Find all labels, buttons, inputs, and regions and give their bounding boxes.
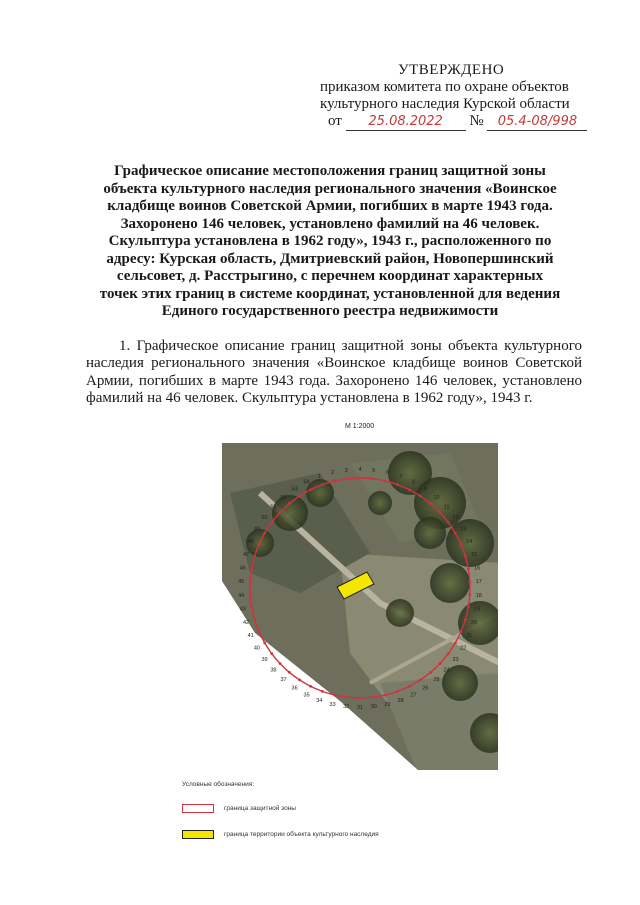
boundary-point [408, 685, 411, 688]
map-scale-label: М 1:2000 [345, 423, 375, 430]
boundary-point [346, 696, 349, 699]
legend-swatch-object [182, 830, 214, 839]
boundary-point-label: 1 [317, 474, 321, 481]
boundary-map [200, 433, 510, 778]
legend-label-object: граница территории объекта культурного наследия [224, 830, 379, 838]
approval-heading: УТВЕРЖДЕНО [398, 62, 505, 78]
boundary-point [298, 679, 301, 682]
tree-clump [414, 517, 446, 549]
boundary-point [447, 652, 450, 655]
boundary-point [333, 694, 336, 697]
boundary-point [467, 568, 470, 571]
boundary-point-label: 47 [242, 551, 250, 558]
boundary-point [309, 488, 312, 491]
boundary-point-label: 39 [261, 657, 268, 664]
tree-clump [303, 479, 334, 507]
boundary-point-label: 29 [384, 701, 391, 708]
tree-clump [430, 563, 470, 603]
boundary-point-label: 36 [291, 685, 298, 692]
boundary-point-label: 40 [253, 645, 260, 652]
boundary-point-label: 38 [270, 667, 277, 674]
boundary-point-label: 10 [433, 494, 440, 501]
boundary-point [371, 477, 374, 480]
boundary-point [333, 480, 336, 483]
boundary-point [384, 694, 387, 697]
map-legend [182, 781, 379, 853]
boundary-point [460, 543, 463, 546]
boundary-point [439, 662, 442, 665]
boundary-point-label: 37 [280, 677, 287, 684]
boundary-point [346, 477, 349, 480]
boundary-point-label: 18 [475, 592, 482, 599]
boundary-point-label: 16 [474, 565, 481, 572]
boundary-point [439, 511, 442, 514]
tree-clump [368, 491, 392, 515]
boundary-point [467, 606, 470, 609]
boundary-point-label: 50 [261, 514, 268, 521]
title-line: адресу: Курская область, Дмитриевский район, Новопершинский [106, 250, 554, 267]
boundary-point-label: 26 [422, 685, 429, 692]
approval-date: 25.08.2022 [368, 114, 443, 129]
legend-item-boundary [182, 801, 379, 815]
boundary-point [396, 483, 399, 486]
boundary-point-label: 28 [397, 697, 404, 704]
boundary-point-label: 9 [423, 486, 427, 493]
boundary-point-label: 43 [239, 606, 246, 613]
approval-order-line-2: культурного наследия Курской области [320, 96, 570, 112]
boundary-point-label: 34 [316, 697, 323, 704]
tree-clump [386, 599, 414, 627]
boundary-point-label: 41 [247, 633, 254, 640]
boundary-point-label: 3 [344, 467, 348, 474]
boundary-point [464, 555, 467, 558]
boundary-point [359, 477, 362, 480]
boundary-point-label: 21 [466, 633, 473, 640]
boundary-point-label: 35 [303, 692, 310, 699]
tree-clump [470, 713, 510, 753]
boundary-point [250, 606, 253, 609]
boundary-point [321, 690, 324, 693]
boundary-point-label: 17 [475, 579, 482, 586]
legend-label-boundary: граница защитной зоны [224, 804, 296, 812]
boundary-point-label: 22 [460, 645, 467, 652]
boundary-point-label: 32 [343, 704, 350, 711]
boundary-point [454, 532, 457, 535]
boundary-point [454, 642, 457, 645]
boundary-point-label: 19 [474, 606, 481, 613]
boundary-point-label: 8 [411, 479, 415, 486]
boundary-point-label: 27 [410, 692, 417, 699]
boundary-point [249, 580, 252, 583]
title-line: Захоронено 146 человек, установлено фамилий на 46 человек. [120, 215, 540, 232]
boundary-point-label: 11 [443, 504, 450, 511]
approval-number: 05.4-08/998 [497, 114, 578, 129]
boundary-point [460, 630, 463, 633]
boundary-point-label: 52 [280, 494, 287, 501]
boundary-point [408, 488, 411, 491]
boundary-point [419, 495, 422, 498]
number-prefix: № [469, 113, 484, 129]
boundary-point [321, 483, 324, 486]
boundary-point [263, 642, 266, 645]
boundary-point-label: 30 [370, 704, 377, 711]
aerial-photo [200, 433, 510, 778]
boundary-point [371, 696, 374, 699]
boundary-point [263, 532, 266, 535]
boundary-point-label: 45 [238, 579, 245, 586]
title-line: Единого государственного реестра недвижимости [161, 303, 499, 319]
approval-date-line [320, 113, 620, 131]
boundary-point-label: 2 [331, 470, 335, 477]
boundary-point-label: 44 [238, 592, 245, 599]
boundary-point [270, 521, 273, 524]
legend-item-object [182, 827, 379, 841]
boundary-point-label: 25 [433, 677, 440, 684]
title-line: точек этих границ в системе координат, установленной для ведения [99, 285, 561, 302]
boundary-point-label: 54 [303, 479, 310, 486]
boundary-point-label: 14 [466, 538, 473, 545]
boundary-point-label: 12 [452, 514, 459, 521]
boundary-point-label: 48 [247, 538, 254, 545]
boundary-point [468, 593, 471, 596]
section-1-paragraph: 1. Графическое описание границ защитной зоны объекта культурного наследия регионального значения «Воинское кладбище воинов Советской Армии, погибших в марте 1943 года. Захоронено 146 человек, установлено фамилий на 46 человек. Скульптура установлена в 1962 году», 1943 г. [86, 338, 582, 406]
boundary-point-label: 15 [470, 551, 478, 558]
legend-swatch-boundary [182, 804, 214, 813]
boundary-point [279, 662, 282, 665]
boundary-point-label: 42 [242, 620, 250, 627]
boundary-point-label: 7 [399, 474, 403, 481]
boundary-point [258, 630, 261, 633]
boundary-point-label: 53 [291, 486, 298, 493]
boundary-point [298, 495, 301, 498]
date-prefix: от [328, 113, 342, 129]
boundary-point [279, 511, 282, 514]
boundary-point-label: 20 [470, 620, 478, 627]
boundary-point [249, 593, 252, 596]
boundary-point [464, 618, 467, 621]
title-line: объекта культурного наследия регионального значения «Воинское [103, 180, 557, 197]
title-line: Графическое описание местоположения границ защитной зоны [114, 163, 546, 179]
boundary-point [429, 502, 432, 505]
boundary-point [288, 502, 291, 505]
boundary-point [253, 618, 256, 621]
boundary-point-label: 24 [443, 667, 450, 674]
boundary-point-label: 33 [329, 701, 336, 708]
boundary-point [384, 480, 387, 483]
boundary-point-label: 23 [452, 657, 459, 664]
title-line: Скульптура установлена в 1962 году», 1943 г., расположенного по [108, 233, 552, 249]
legend-title: Условные обозначения: [182, 781, 255, 788]
boundary-point-label: 51 [270, 504, 277, 511]
boundary-point [359, 697, 362, 700]
boundary-point [250, 568, 253, 571]
map-svg [200, 433, 510, 778]
boundary-point [447, 521, 450, 524]
boundary-point-label: 13 [460, 526, 467, 533]
boundary-point-label: 31 [356, 705, 364, 711]
boundary-point [253, 555, 256, 558]
boundary-point [258, 543, 261, 546]
boundary-point [429, 671, 432, 674]
boundary-point-label: 6 [385, 470, 389, 477]
approval-order-line-1: приказом комитета по охране объектов [320, 79, 569, 95]
boundary-point [468, 580, 471, 583]
approval-block [320, 62, 620, 131]
boundary-point [270, 652, 273, 655]
document-title [90, 163, 570, 321]
boundary-point-label: 49 [253, 526, 260, 533]
boundary-point [288, 671, 291, 674]
boundary-point [309, 685, 312, 688]
boundary-point [419, 679, 422, 682]
tree-clump [272, 495, 308, 531]
title-line: кладбище воинов Советской Армии, погибших в марте 1943 года. [107, 198, 553, 214]
boundary-point-label: 46 [239, 565, 246, 572]
boundary-point [396, 690, 399, 693]
boundary-point-label: 4 [358, 467, 362, 473]
boundary-point-label: 5 [372, 467, 376, 474]
title-line: сельсовет, д. Расстрыгино, с перечнем координат характерных [116, 268, 544, 284]
